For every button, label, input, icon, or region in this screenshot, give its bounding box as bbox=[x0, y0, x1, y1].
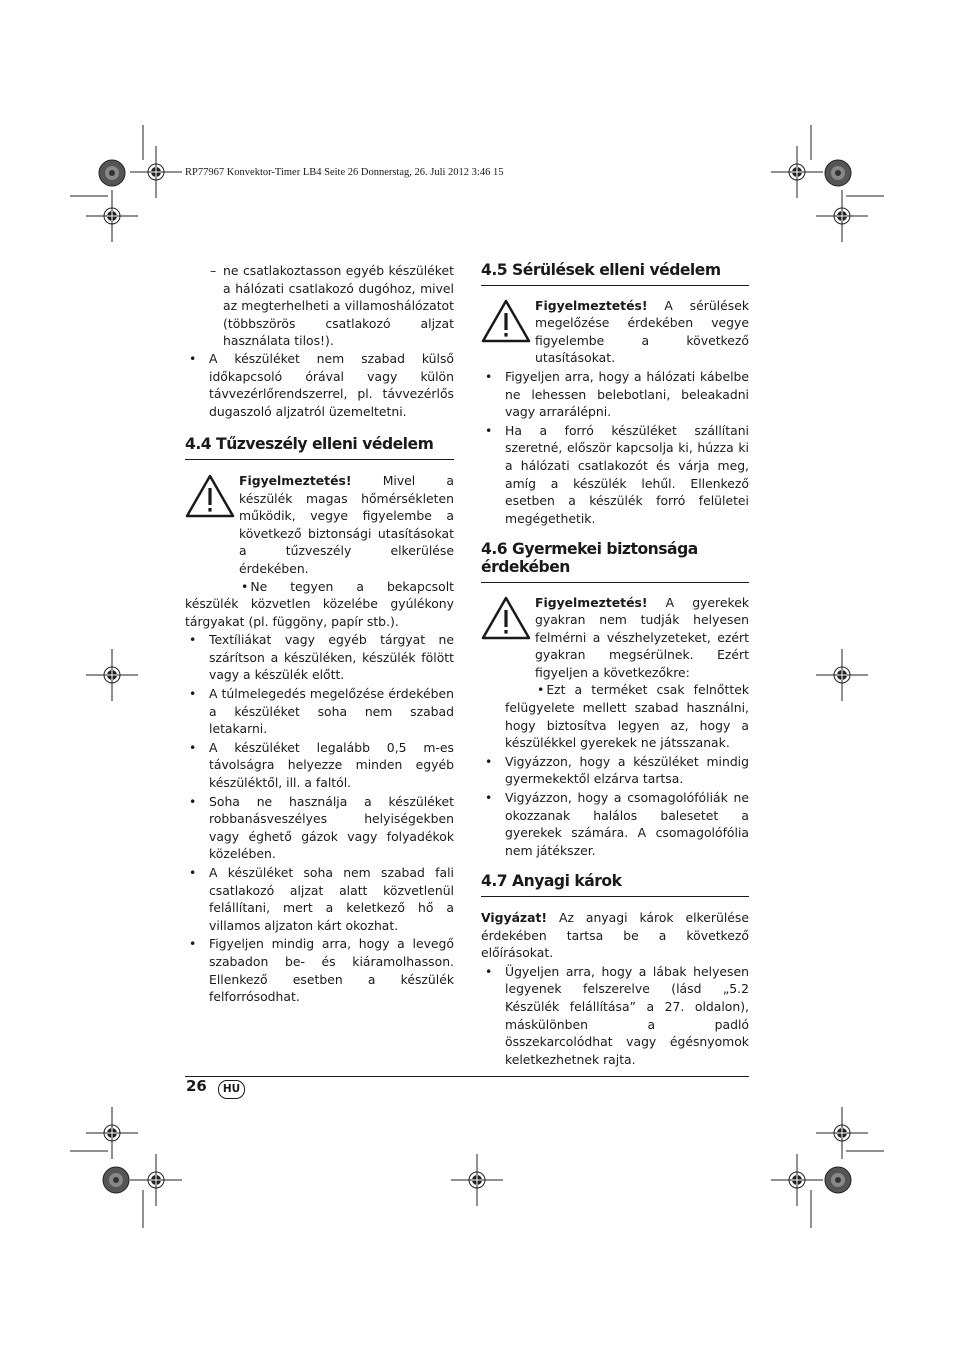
section-heading-4-6: 4.6 Gyermekei biztonsága érdekében bbox=[481, 541, 749, 582]
section-heading-4-5: 4.5 Sérülések elleni védelem bbox=[481, 262, 749, 286]
list-item: • Vigyázzon, hogy a csomagolófóliák ne okozzanak halálos balesetet a gyerekek számára. A csomagolófólia nem játékszer. bbox=[485, 790, 749, 858]
warning-label: Figyelmeztetés! bbox=[535, 297, 648, 313]
footer-rule bbox=[185, 1076, 749, 1077]
list-item: – ne csatlakoztasson egyéb készüléket a hálózati csatlakozó dugóhoz, mivel az megterhelheti a villamoshálózatot (többszörös csatlakozó aljzat használata tilos!). bbox=[210, 263, 454, 349]
warning-triangle-icon bbox=[481, 594, 535, 682]
caution-label: Vigyázat! bbox=[481, 910, 548, 925]
warning-block: Figyelmeztetés! Mivel a készülék magas hőmérsékleten működik, vegye figyelembe a következő biztonsági utasításokat a tűzveszély elkerülése érdekében. bbox=[185, 472, 454, 578]
warning-triangle-icon bbox=[185, 472, 239, 578]
warning-block: Figyelmeztetés! A sérülések megelőzése érdekében vegye figyelembe a következő utasításokat. bbox=[481, 297, 749, 367]
language-badge: HU bbox=[218, 1080, 245, 1099]
caution-paragraph: Vigyázat! Az anyagi károk elkerülése érdekében tartsa be a következő előírásokat. bbox=[481, 910, 749, 961]
list-item: • Textíliákat vagy egyéb tárgyat ne szárítson a készüléken, készülék fölött vagy a készülék előtt. bbox=[189, 632, 454, 683]
warning-label: Figyelmeztetés! bbox=[239, 472, 352, 488]
sub-list-item: • Ezt a terméket csak felnőttek felügyelete mellett szabad használni, hogy biztosítva legyen az, hogy a készülékkel gyerekek ne játsszanak. bbox=[505, 682, 749, 751]
left-column bbox=[185, 262, 454, 1006]
list-item: • Figyeljen arra, hogy a hálózati kábelbe ne lehessen belebotlani, beleakadni vagy arrarálépni. bbox=[485, 368, 749, 420]
section-heading-4-7: 4.7 Anyagi károk bbox=[481, 873, 749, 897]
print-header: RP77967 Konvektor-Timer LB4 Seite 26 Donnerstag, 26. Juli 2012 3:46 15 bbox=[185, 167, 504, 178]
warning-triangle-icon bbox=[481, 297, 535, 367]
list-item: • Ha a forró készüléket szállítani szeretné, először kapcsolja ki, húzza ki a hálózati csatlakozót és várja meg, amíg a készülék lehűl. Ellenkező esetben a készülék forró felületei megégethetik. bbox=[485, 422, 749, 526]
sub-list-item: • Ne tegyen a bekapcsolt készülék közvetlen közelébe gyúlékony tárgyakat (pl. függöny, papír stb.). bbox=[185, 578, 454, 629]
list-item: • A készüléket legalább 0,5 m-es távolságra helyezze minden egyéb készüléktől, ill. a faltól. bbox=[189, 739, 454, 791]
section-heading-4-4: 4.4 Tűzveszély elleni védelem bbox=[185, 436, 454, 460]
list-item: • Soha ne használja a készüléket robbanásveszélyes helyiségekben vagy éghető gázok vagy folyadékok közelében. bbox=[189, 793, 454, 862]
warning-label: Figyelmeztetés! bbox=[535, 594, 648, 610]
list-item: • Vigyázzon, hogy a készüléket mindig gyermekektől elzárva tartsa. bbox=[485, 753, 749, 787]
list-item: • A túlmelegedés megelőzése érdekében a készüléket soha nem szabad letakarni. bbox=[189, 686, 454, 737]
list-item: • Ügyeljen arra, hogy a lábak helyesen legyenek felszerelve (lásd „5.2 Készülék felállítása” a 27. oldalon), máskülönben a padló összekarcolódhat vagy égésnyomok keletkezhetnek rajta. bbox=[485, 963, 749, 1067]
list-item: • Figyeljen mindig arra, hogy a levegő szabadon be- és kiáramolhasson. Ellenkező esetben a készülék felforrósodhat. bbox=[189, 936, 454, 1005]
list-item: • A készüléket soha nem szabad fali csatlakozó aljzat alatt közvetlenül felállítani, mert a keletkező hő a villamos aljzaton kárt okozhat. bbox=[189, 865, 454, 933]
warning-block: Figyelmeztetés! A gyerekek gyakran nem tudják helyesen felmérni a vészhelyzeteket, ezért gyakran megsérülnek. Ezért figyeljen a következőkre: bbox=[481, 594, 749, 682]
page-number: 26 bbox=[186, 1077, 207, 1095]
list-item: • A készüléket nem szabad külső időkapcsoló órával vagy külön távvezérlőrendszerrel, pl. távvezérlős dugaszoló aljzatról üzemeltetni. bbox=[189, 350, 454, 419]
right-column bbox=[481, 262, 749, 1068]
